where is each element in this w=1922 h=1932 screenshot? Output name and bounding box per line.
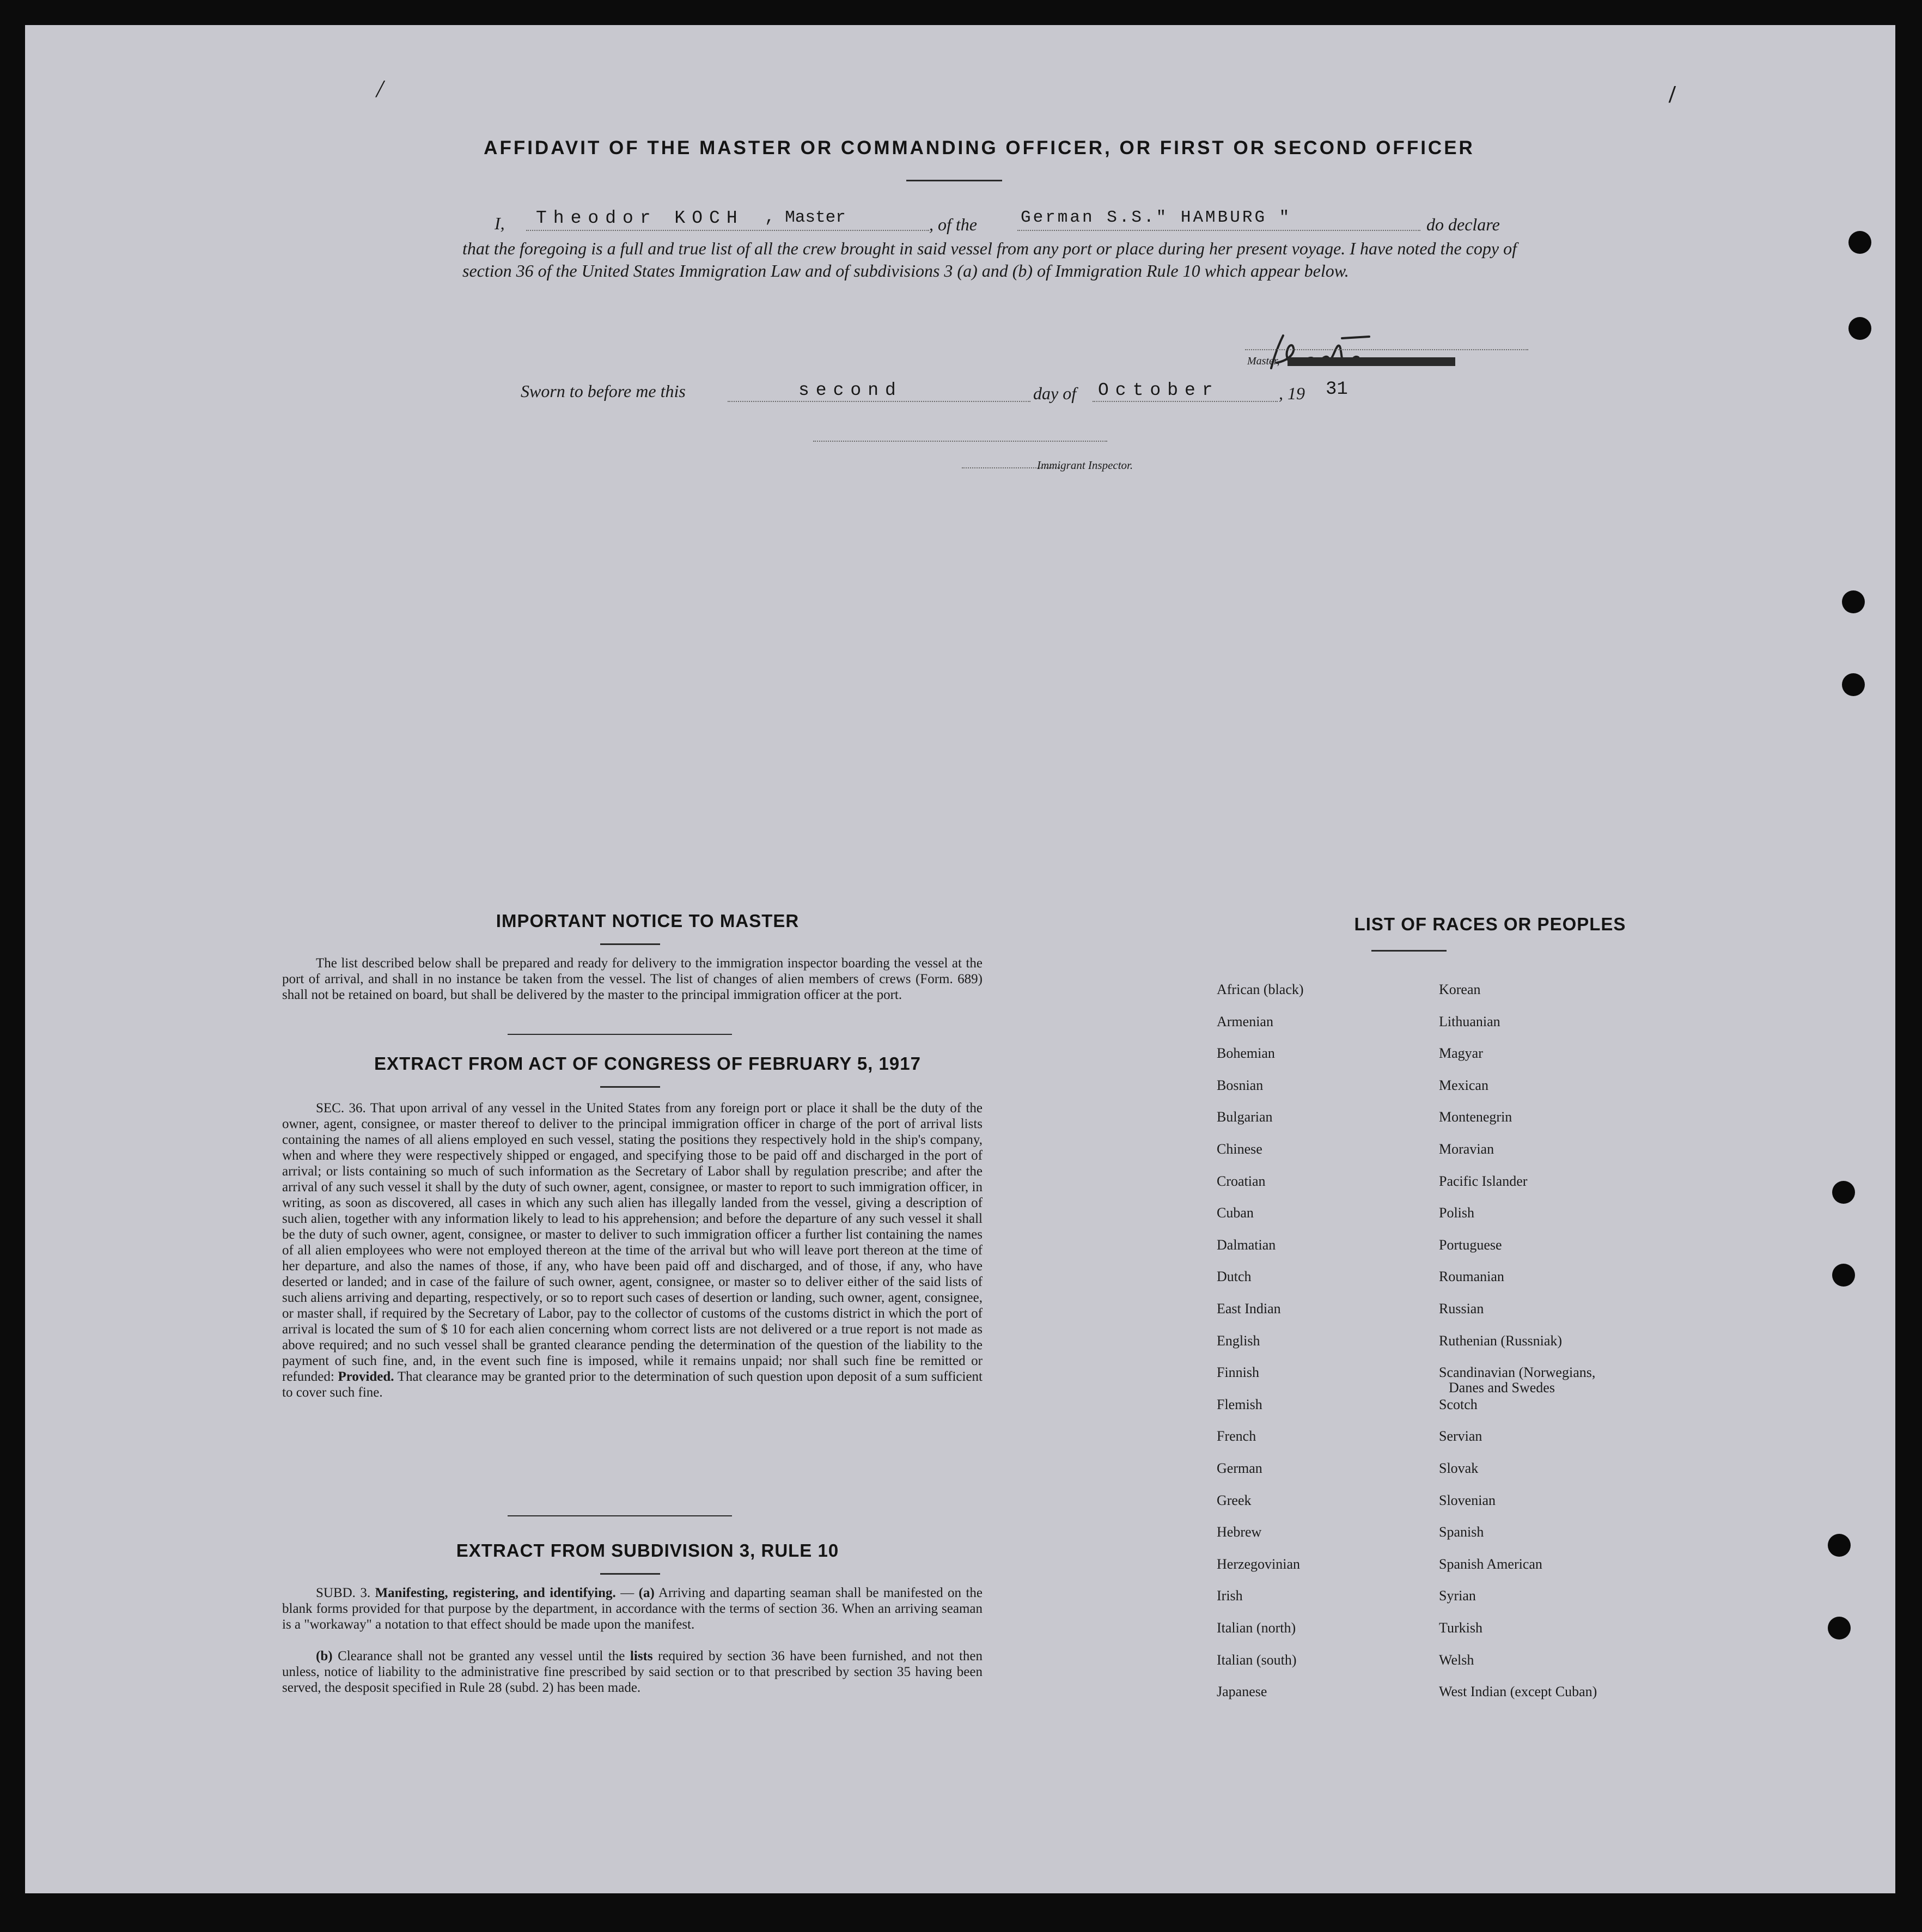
sworn-prefix: Sworn to before me this	[521, 381, 686, 401]
rule-title: EXTRACT FROM SUBDIVISION 3, RULE 10	[456, 1540, 839, 1561]
punch-hole	[1828, 1534, 1851, 1557]
affidavit-body: that the foregoing is a full and true list of all the crew brought in said vessel from any port or place during her present voyage. I have noted the copy of section 36 of the United States Immigration Law and of subdivisions 3 (a) and (b) of Immigration Rule 10 which appear below.	[462, 239, 1517, 281]
race-item: Herzegovinian	[1217, 1556, 1301, 1572]
title-underline	[906, 180, 1002, 181]
race-item: Welsh	[1439, 1651, 1474, 1668]
race-item: Italian (north)	[1217, 1620, 1296, 1636]
race-item: East Indian	[1217, 1301, 1281, 1317]
notice-body: The list described below shall be prepared and ready for delivery to the immigration inspector boarding the vessel at the port of arrival, and shall in no instance be taken from the vessel. The list of changes of alien members of crews (Form. 689) shall not be retained on board, but shall be delivered by the master to the principal immigration officer at the port.	[282, 956, 983, 1002]
race-item: Spanish	[1439, 1524, 1484, 1540]
race-item: Bulgarian	[1217, 1109, 1273, 1125]
sworn-day-line	[728, 401, 1030, 402]
vessel-name: German S.S." HAMBURG "	[1021, 208, 1292, 227]
sworn-month-line	[1093, 401, 1278, 402]
punch-hole	[1832, 1181, 1855, 1204]
rule-b-lists: lists	[630, 1649, 653, 1663]
race-item: Moravian	[1439, 1141, 1494, 1157]
punch-hole	[1828, 1617, 1851, 1640]
signature-caption: Master,	[1247, 355, 1280, 367]
race-item: Chinese	[1217, 1141, 1262, 1157]
sworn-year: 31	[1326, 379, 1348, 400]
race-item: German	[1217, 1460, 1262, 1476]
race-item: Armenian	[1217, 1013, 1273, 1029]
races-title: LIST OF RACES OR PEOPLES	[1354, 914, 1626, 934]
act-body-provided: Provided.	[338, 1369, 394, 1384]
race-item: Slovak	[1439, 1460, 1479, 1476]
act-title: EXTRACT FROM ACT OF CONGRESS OF FEBRUARY 5, 1917	[374, 1053, 921, 1074]
act-divider	[508, 1515, 732, 1516]
race-item: Polish	[1439, 1205, 1475, 1221]
rule-a-dash: —	[615, 1586, 639, 1600]
corner-mark-left: /	[376, 75, 383, 102]
punch-hole	[1842, 673, 1865, 696]
race-item: Japanese	[1217, 1684, 1267, 1700]
race-item: Irish	[1217, 1588, 1243, 1604]
rule-subd-a	[282, 1585, 983, 1632]
race-item: Bosnian	[1217, 1077, 1264, 1093]
race-item: Dalmatian	[1217, 1236, 1276, 1253]
act-body	[282, 1100, 983, 1400]
affidavit-prefix: I,	[495, 214, 505, 233]
race-item: African (black)	[1217, 982, 1304, 997]
races-underline	[1371, 950, 1447, 952]
race-item: Korean	[1439, 982, 1481, 997]
year-prefix: , 19	[1279, 383, 1305, 403]
master-name: Theodor KOCH	[536, 208, 744, 228]
race-item: Croatian	[1217, 1173, 1266, 1189]
race-item: Ruthenian (Russniak)	[1439, 1332, 1563, 1349]
rule-a-label: (a)	[638, 1586, 655, 1600]
act-body-tail: That clearance may be granted prior to the determination of such question upon deposit of a sum sufficient to cover such fine.	[282, 1369, 983, 1400]
corner-mark-right: /	[1669, 80, 1676, 108]
inspector-signature-line	[813, 441, 1107, 442]
act-underline	[600, 1086, 660, 1088]
race-item: Mexican	[1439, 1077, 1488, 1093]
race-item: Scotch	[1439, 1396, 1478, 1412]
race-item: Flemish	[1217, 1396, 1262, 1412]
race-item: Greek	[1217, 1492, 1252, 1508]
name-line	[526, 230, 929, 231]
sworn-month: October	[1098, 380, 1219, 400]
act-body-lead: SEC. 36. That upon arrival of any vessel in the United States from any foreign port or place it shall be the duty of the owner, agent, consignee, or master thereof to deliver to the principal immigration officer in charge of the port of arrival lists containing the names of all aliens employed en such vessel, stating the positions they respectively hold in the ship's company, when and where they were respectively shipped or engaged, and specifying those to be paid off and discharged in the port of arrival; or lists containing so much of such information as the Secretary of Labor shall by regulation prescribe; and after the arrival of any such vessel it shall by the duty of such owner, agent, consignee, or master to report to such immigration officer, in writing, as soon as discovered, all cases in which any such alien has illegally landed from the vessel, giving a description of such alien, together with any information likely to lead to his apprehension; and before the departure of any such vessel it shall be the duty of such owner, agent, consignee, or master to deliver to such immigration officer a further list containing the names of all alien employees who were not employed thereon at the time of the arrival but who will leave port thereon at the time of her departure, and also the names of those, if any, who have been paid off and discharged, and of those, if any, who have deserted or landed; and in case of the failure of such owner, agent, consignee, or master so to deliver either of the said lists of such aliens arriving and departing, respectively, or so to report such cases of desertion or landing, such owner, agent, consignee, or master shall, if required by the Secretary of Labor, pay to the collector of customs of the customs district in which the port of arrival is located the sum of $ 10 for each alien concerning whom correct lists are not delivered or a true report is not made as above required; and no such vessel shall be granted clearance pending the determination of the question of the liability to the payment of such fine, and, in the event such fine is imposed, while it remains unpaid; nor shall such fine be remitted or refunded:	[282, 1101, 983, 1384]
race-item: Pacific Islander	[1439, 1173, 1528, 1189]
race-item: Russian	[1439, 1301, 1484, 1317]
race-item: Magyar	[1439, 1045, 1483, 1062]
master-rank: , Master	[765, 208, 846, 227]
race-item: Scandinavian (Norwegians,	[1439, 1364, 1596, 1381]
notice-divider	[508, 1034, 732, 1035]
rule-b-text-2: required by section 36 have been furnished, and not then unless, notice of liability to the administrative fine prescribed by said section or to that prescribed by section 35 having been served, the desposit specified in Rule 28 (subd. 2) has been made.	[282, 1649, 983, 1695]
race-item: Italian (south)	[1217, 1651, 1297, 1668]
race-item: Montenegrin	[1439, 1109, 1512, 1125]
race-item: Roumanian	[1439, 1269, 1504, 1285]
race-item: Slovenian	[1439, 1492, 1496, 1508]
race-item: English	[1217, 1332, 1260, 1349]
race-item: Portuguese	[1439, 1236, 1502, 1253]
punch-hole	[1848, 231, 1871, 254]
races-left-column	[1217, 982, 1424, 1744]
race-item: West Indian (except Cuban)	[1439, 1684, 1597, 1700]
struck-out-title	[1288, 357, 1455, 366]
race-item: Turkish	[1439, 1620, 1482, 1636]
race-item: Lithuanian	[1439, 1013, 1500, 1029]
punch-hole	[1842, 590, 1865, 613]
vessel-line	[1017, 230, 1420, 231]
race-item: Hebrew	[1217, 1524, 1262, 1540]
do-declare-label: do declare	[1426, 215, 1500, 234]
affidavit-title: AFFIDAVIT OF THE MASTER OR COMMANDING OFFICER, OR FIRST OR SECOND OFFICER	[484, 137, 1475, 159]
rule-subd-b	[282, 1648, 983, 1696]
races-right-column	[1439, 982, 1722, 1744]
race-item: Bohemian	[1217, 1045, 1275, 1062]
race-item: Danes and Swedes	[1449, 1380, 1555, 1396]
inspector-caption: Immigrant Inspector.	[1037, 459, 1133, 472]
race-item: Cuban	[1217, 1205, 1254, 1221]
race-item: Syrian	[1439, 1588, 1476, 1604]
rule-a-heading: Manifesting, registering, and identifying.	[375, 1586, 616, 1600]
notice-underline	[600, 943, 660, 945]
signature-line	[1245, 349, 1528, 350]
punch-hole	[1832, 1264, 1855, 1287]
sworn-day: second	[798, 380, 902, 400]
day-of-label: day of	[1033, 383, 1077, 403]
race-item: Servian	[1439, 1428, 1482, 1445]
of-the-label: , of the	[929, 215, 977, 234]
document-page	[25, 25, 1895, 1893]
race-item: Spanish American	[1439, 1556, 1542, 1572]
race-item: Dutch	[1217, 1269, 1252, 1285]
rule-b-text-1: Clearance shall not be granted any vessel until the	[338, 1649, 625, 1663]
race-item: Finnish	[1217, 1364, 1260, 1381]
rule-b-label: (b)	[316, 1649, 333, 1663]
punch-hole	[1848, 317, 1871, 340]
rule-a-lead: SUBD. 3.	[316, 1586, 371, 1600]
race-item: French	[1217, 1428, 1256, 1445]
notice-title: IMPORTANT NOTICE TO MASTER	[496, 911, 800, 931]
rule-a-text: Arriving and daparting seaman shall be manifested on the blank forms provided for that purpose by the department, in accordance with the terms of section 36. When an arriving seaman is a "workaway" a notation to that effect should be made upon the manifest.	[282, 1586, 983, 1632]
rule-underline	[600, 1573, 660, 1575]
